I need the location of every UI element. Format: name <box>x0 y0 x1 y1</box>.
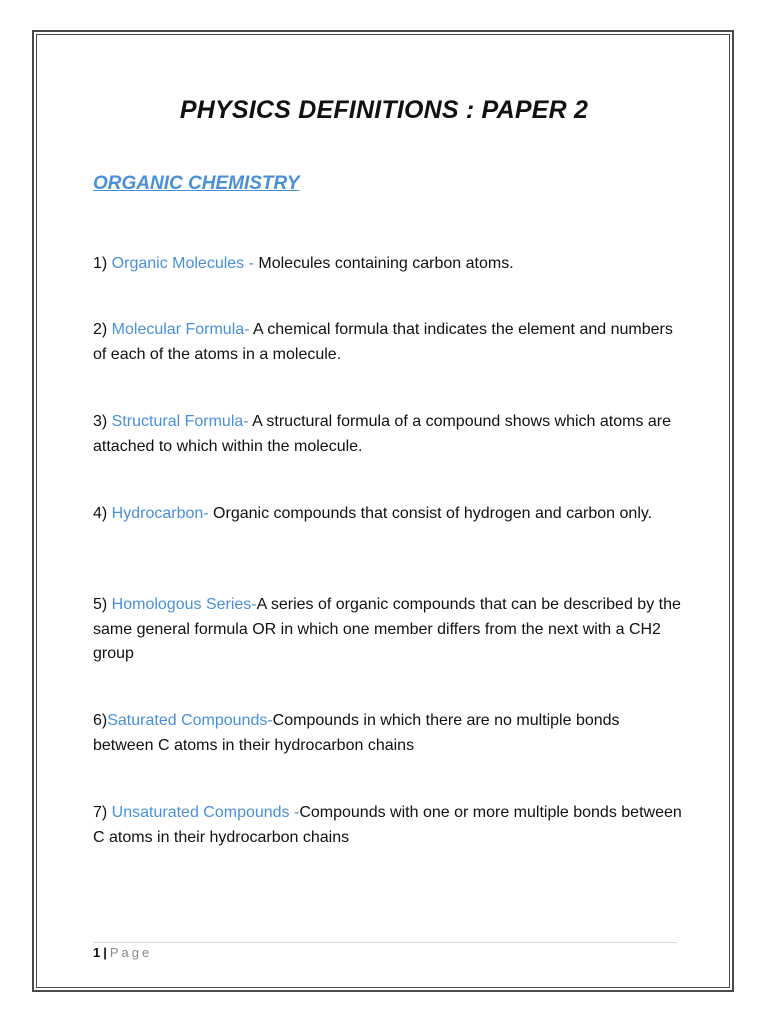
definition-item-2 <box>93 318 683 367</box>
definition-number: 6) <box>93 712 108 729</box>
section-heading: ORGANIC CHEMISTRY <box>93 173 300 194</box>
footer-divider <box>93 942 677 943</box>
definition-text: Compounds with one or more multiple bonds between C atoms in their hydrocarbon chains <box>93 804 682 846</box>
definition-term: Molecular Formula- <box>111 321 254 338</box>
page-footer <box>93 945 152 960</box>
definition-text: Organic compounds that consist of hydrogen and carbon only. <box>213 505 653 522</box>
page-title: PHYSICS DEFINITIONS : PAPER 2 <box>179 96 589 124</box>
definition-item-4 <box>93 502 683 527</box>
definition-term: Unsaturated Compounds - <box>111 804 300 821</box>
definition-text: Molecules containing carbon atoms. <box>258 255 514 272</box>
page-number: 1 <box>93 945 101 960</box>
definition-term: Homologous Series- <box>111 596 257 613</box>
definition-text: Compounds in which there are no multiple bonds between C atoms in their hydrocarbon chains <box>93 712 620 754</box>
definition-number: 1) <box>93 255 112 272</box>
definition-item-3 <box>93 410 683 459</box>
footer-separator: | <box>103 945 107 960</box>
definition-item-5 <box>93 593 683 667</box>
definition-text: A series of organic compounds that can be described by the same general formula OR in which one member differs from the next with a CH2 group <box>93 596 681 662</box>
definition-number: 7) <box>93 804 112 821</box>
page-label: Page <box>109 945 153 960</box>
definition-number: 5) <box>93 596 112 613</box>
definition-number: 4) <box>93 505 112 522</box>
definition-item-7 <box>93 801 683 850</box>
definition-term: Structural Formula- <box>111 413 253 430</box>
definition-item-1 <box>93 252 683 277</box>
definition-term: Saturated Compounds- <box>107 712 273 729</box>
definition-text: A structural formula of a compound shows which atoms are attached to which within the molecule. <box>93 413 672 455</box>
definition-item-6 <box>93 709 683 758</box>
definition-term: Organic Molecules - <box>111 255 259 272</box>
definition-text: A chemical formula that indicates the element and numbers of each of the atoms in a molecule. <box>93 321 673 363</box>
definition-term: Hydrocarbon- <box>111 505 214 522</box>
definition-number: 3) <box>93 413 112 430</box>
definition-number: 2) <box>93 321 112 338</box>
